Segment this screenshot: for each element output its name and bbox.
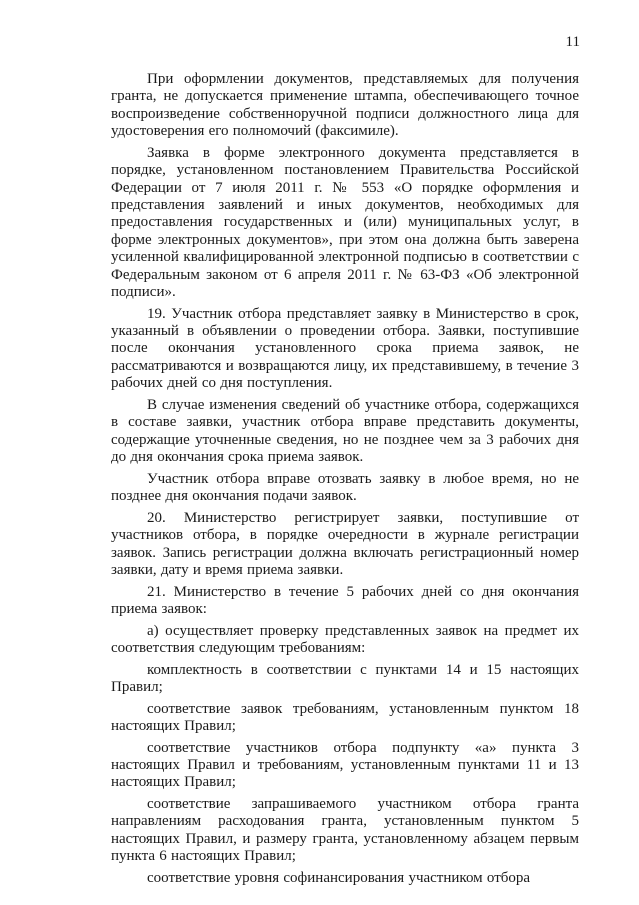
paragraph-changes: В случае изменения сведений об участнике отбора, содержащихся в составе заявки, участник отбора вправе представить документы, содержащие уточненные сведения, но не позднее чем за 3 рабочих дня до дня окончания срока приема заявок. bbox=[111, 396, 579, 466]
paragraph-requirement-completeness: комплектность в соответствии с пунктами 14 и 15 настоящих Правил; bbox=[111, 661, 579, 695]
paragraph-facsimile: При оформлении документов, представляемых для получения гранта, не допускается применение штампа, обеспечивающего точное воспроизведение собственноручной подписи должностного лица для удостоверения его полномочий (факсимиле). bbox=[111, 71, 579, 140]
paragraph-clause-19: 19. Участник отбора представляет заявку в Министерство в срок, указанный в объявлении о проведении отбора. Заявки, поступившие после окончания установленного срока приема заявок, не рассматриваются и возвращаются лицу, их представившему, в течение 3 рабочих дней со дня поступления. bbox=[111, 305, 579, 392]
page-number: 11 bbox=[565, 34, 580, 50]
paragraph-requirement-cofinancing: соответствие уровня софинансирования участником отбора bbox=[147, 869, 531, 886]
paragraph-withdrawal: Участник отбора вправе отозвать заявку в любое время, но не позднее дня окончания подачи заявок. bbox=[111, 470, 579, 505]
document-body bbox=[111, 71, 579, 891]
paragraph-requirement-grant-directions: соответствие запрашиваемого участником отбора гранта направлениям расходования гранта, установленным пунктом 5 настоящих Правил, и размеру гранта, установленному абзацем первым пункта 6 настоящих Правил; bbox=[111, 795, 579, 865]
paragraph-subclause-a: а) осуществляет проверку представленных заявок на предмет их соответствия следующим требованиям: bbox=[111, 622, 579, 656]
paragraph-requirement-participants: соответствие участников отбора подпункту «а» пункта 3 настоящих Правил и требованиям, установленным пунктами 11 и 13 настоящих Правил; bbox=[111, 739, 579, 791]
paragraph-clause-21: 21. Министерство в течение 5 рабочих дней со дня окончания приема заявок: bbox=[111, 583, 579, 617]
paragraph-electronic-application: Заявка в форме электронного документа представляется в порядке, установленном постановлением Правительства Российской Федерации от 7 июля 2011 г. № 553 «О порядке оформления и представления заявлений и иных документов, необходимых для предоставления государственных и (или) муниципальных услуг, в форме электронных документов», при этом она должна быть заверена усиленной квалифицированной электронной подписью в соответствии с Федеральным законом от 6 апреля 2011 г. № 63-ФЗ «Об электронной подписи». bbox=[111, 144, 579, 301]
paragraph-requirement-clause-18: соответствие заявок требованиям, установленным пунктом 18 настоящих Правил; bbox=[111, 700, 579, 734]
paragraph-clause-20: 20. Министерство регистрирует заявки, поступившие от участников отбора, в порядке очередности в журнале регистрации заявок. Запись регистрации должна включать регистрационный номер заявки, дату и время приема заявки. bbox=[111, 509, 579, 578]
